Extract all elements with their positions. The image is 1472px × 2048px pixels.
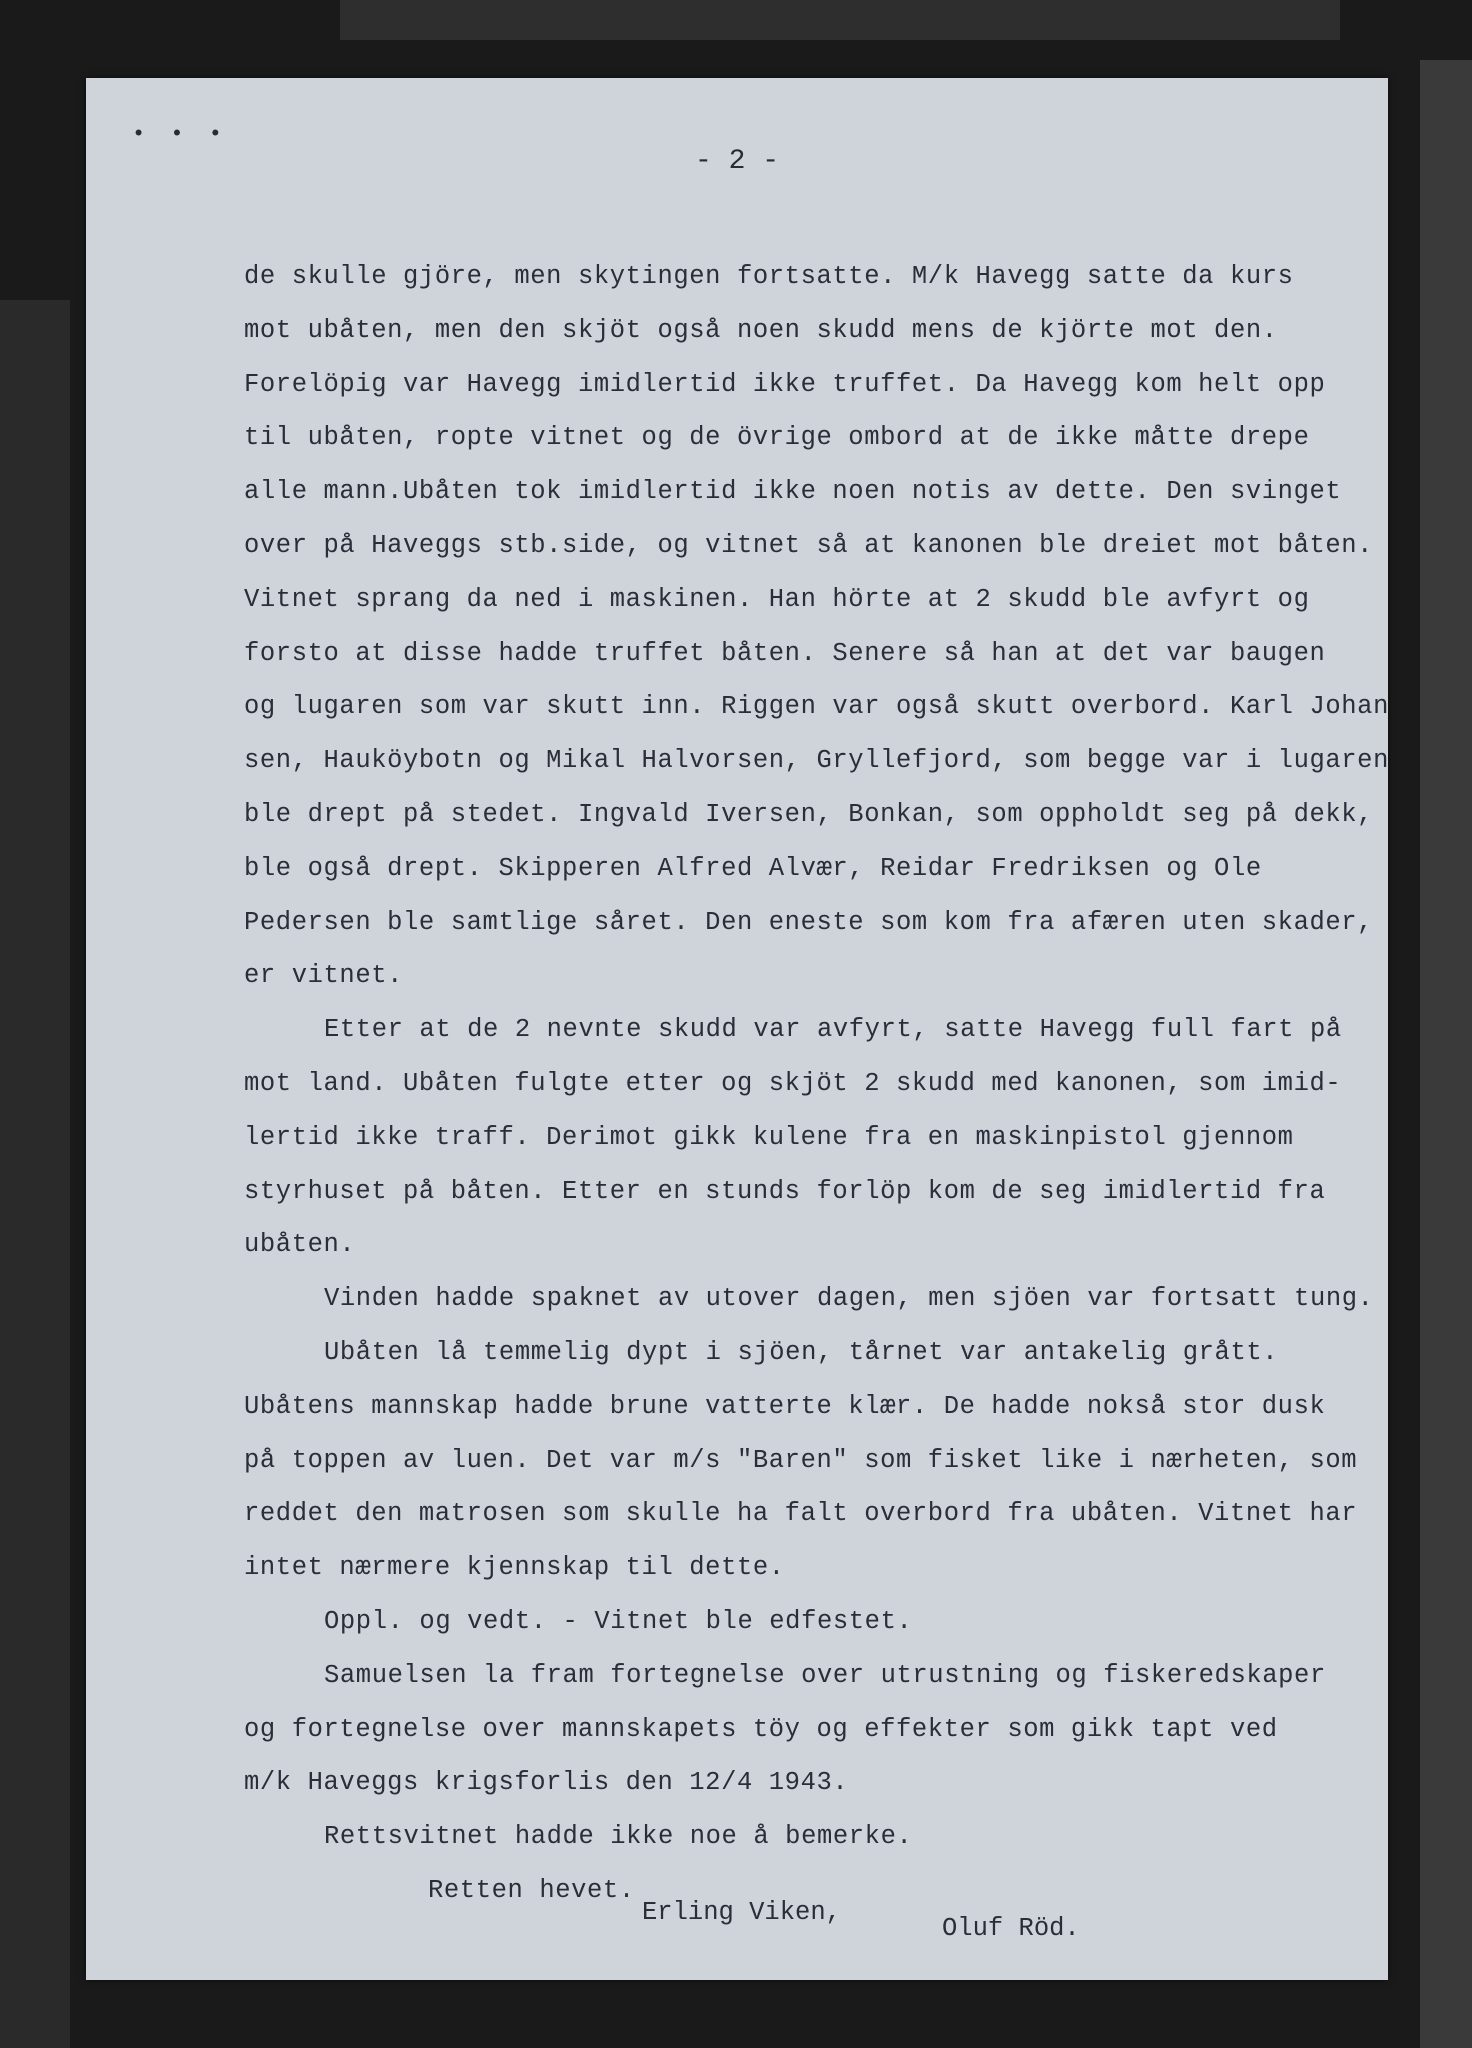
text-line: Retten hevet. <box>428 1875 635 1905</box>
text-line: ubåten. <box>244 1230 356 1260</box>
text-line: er vitnet. <box>244 961 404 991</box>
text-line: mot ubåten, men den skjöt også noen skudd mens de kjörte mot den. <box>244 315 1278 345</box>
text-line: reddet den matrosen som skulle ha falt overbord fra ubåten. Vitnet har <box>244 1499 1358 1529</box>
document-page <box>86 78 1388 1980</box>
text-line: intet nærmere kjennskap til dette. <box>244 1553 785 1583</box>
text-line: og lugaren som var skutt inn. Riggen var også skutt overbord. Karl Johan <box>244 692 1389 722</box>
signature-row <box>86 1898 1388 1958</box>
binder-right-edge <box>1420 60 1472 2048</box>
binder-left-edge <box>0 300 70 2048</box>
binder-top-strip <box>340 0 1340 40</box>
text-line: til ubåten, ropte vitnet og de övrige ombord at de ikke måtte drepe <box>244 423 1310 453</box>
text-line: styrhuset på båten. Etter en stunds forlöp kom de seg imidlertid fra <box>244 1176 1326 1206</box>
signature-right: Oluf Röd. <box>942 1914 1080 1943</box>
text-line: alle mann.Ubåten tok imidlertid ikke noen notis av dette. Den svinget <box>244 477 1342 507</box>
signature-left: Erling Viken, <box>642 1898 841 1927</box>
text-line: m/k Haveggs krigsforlis den 12/4 1943. <box>244 1768 849 1798</box>
text-line: sen, Hauköybotn og Mikal Halvorsen, Gryllefjord, som begge var i lugaren <box>244 746 1389 776</box>
text-line: Samuelsen la fram fortegnelse over utrustning og fiskeredskaper <box>324 1660 1326 1690</box>
text-line: Oppl. og vedt. - Vitnet ble edfestet. <box>324 1606 913 1636</box>
text-line: lertid ikke traff. Derimot gikk kulene fra en maskinpistol gjennom <box>244 1122 1294 1152</box>
text-line: forsto at disse hadde truffet båten. Senere så han at det var baugen <box>244 638 1326 668</box>
page-number: - 2 - <box>694 146 779 177</box>
text-line: ble drept på stedet. Ingvald Iversen, Bonkan, som oppholdt seg på dekk, <box>244 799 1374 829</box>
text-line: Ubåtens mannskap hadde brune vatterte klær. De hadde nokså stor dusk <box>244 1391 1326 1421</box>
text-line: på toppen av luen. Det var m/s "Baren" som fisket like i nærheten, som <box>244 1445 1358 1475</box>
typed-body-text <box>244 250 1389 1918</box>
text-line: over på Haveggs stb.side, og vitnet så at kanonen ble dreiet mot båten. <box>244 530 1374 560</box>
text-line: Etter at de 2 nevnte skudd var avfyrt, satte Havegg full fart på <box>324 1015 1342 1045</box>
text-line: Ubåten lå temmelig dypt i sjöen, tårnet var antakelig grått. <box>324 1337 1279 1367</box>
text-line: Forelöpig var Havegg imidlertid ikke truffet. Da Havegg kom helt opp <box>244 369 1326 399</box>
text-line: ble også drept. Skipperen Alfred Alvær, Reidar Fredriksen og Ole <box>244 853 1262 883</box>
corner-marks: • • • <box>132 122 229 147</box>
text-line: Rettsvitnet hadde ikke noe å bemerke. <box>324 1822 913 1852</box>
text-line: Vitnet sprang da ned i maskinen. Han hörte at 2 skudd ble avfyrt og <box>244 584 1310 614</box>
text-line: Vinden hadde spaknet av utover dagen, men sjöen var fortsatt tung. <box>324 1284 1374 1314</box>
text-line: Pedersen ble samtlige såret. Den eneste som kom fra afæren uten skader, <box>244 907 1374 937</box>
text-line: de skulle gjöre, men skytingen fortsatte. M/k Havegg satte da kurs <box>244 262 1294 291</box>
text-line: og fortegnelse over mannskapets töy og effekter som gikk tapt ved <box>244 1714 1278 1744</box>
text-line: mot land. Ubåten fulgte etter og skjöt 2 skudd med kanonen, som imid- <box>244 1068 1342 1098</box>
